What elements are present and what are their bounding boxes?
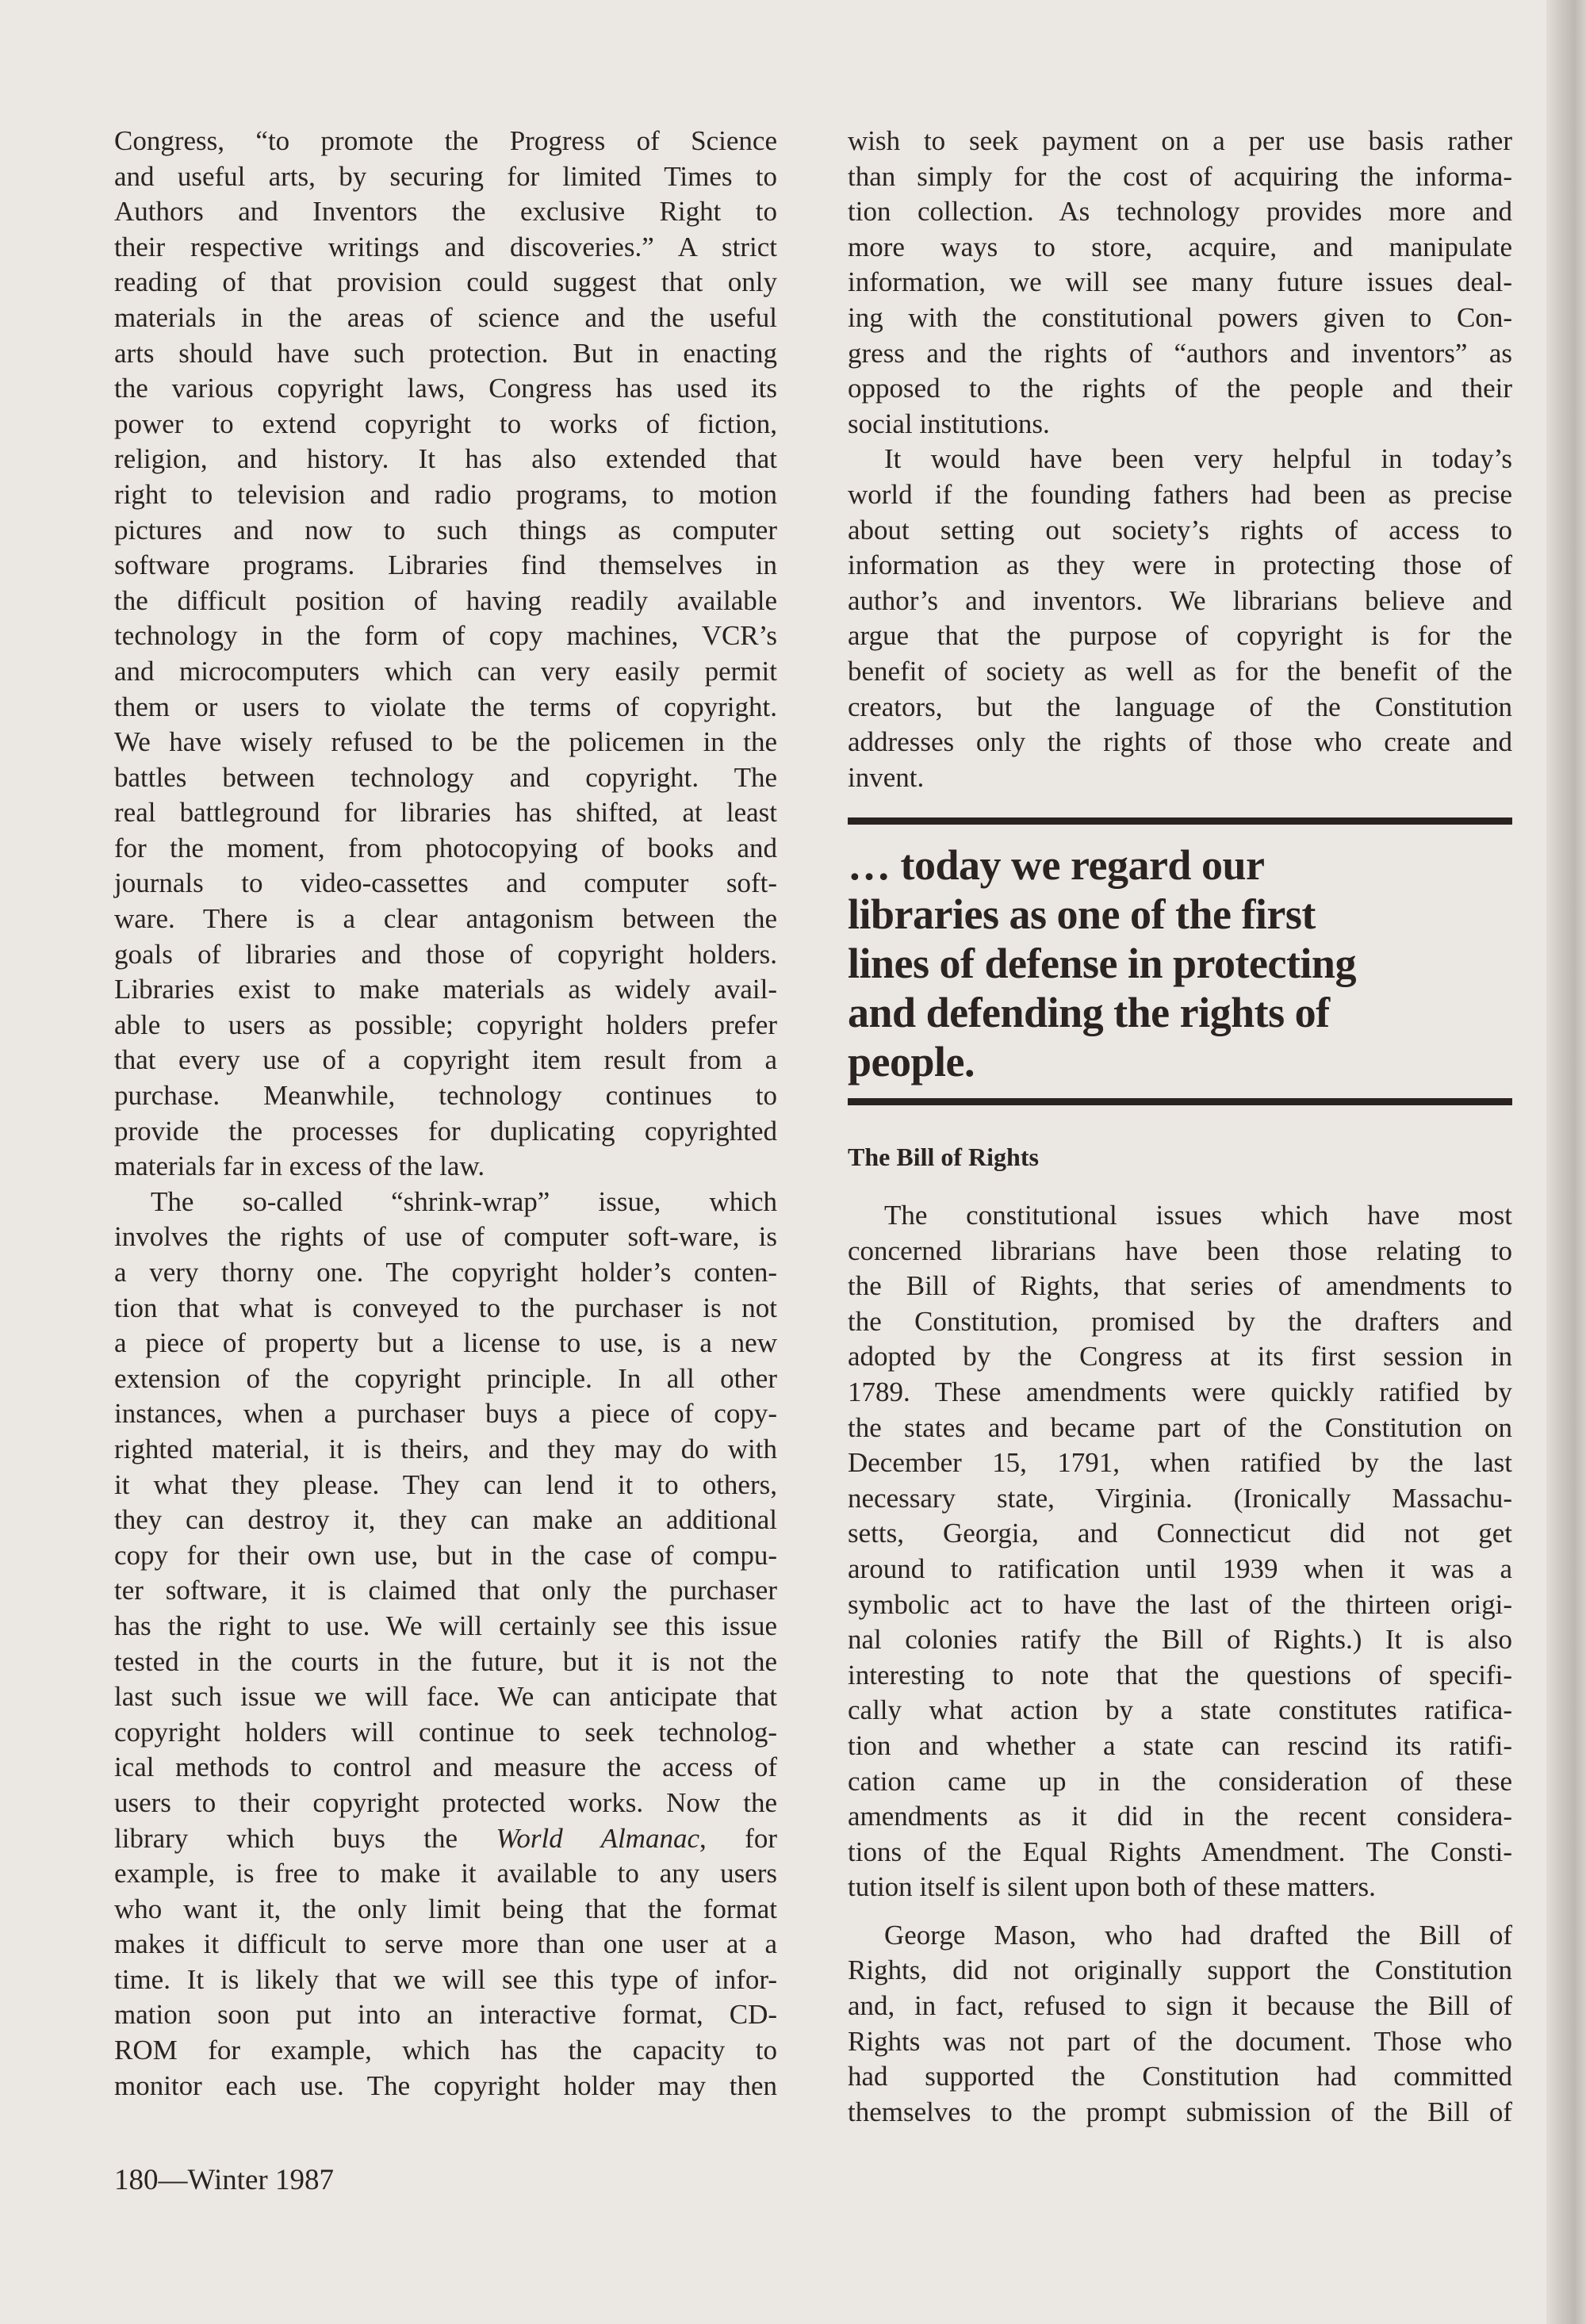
text-line: pictures and now to such things as computer: [114, 514, 777, 546]
pull-quote-line: and defending the rights of: [848, 989, 1330, 1036]
pull-quote-line: people.: [848, 1038, 975, 1085]
text-line: symbolic act to have the last of the thirteen origi-: [848, 1588, 1512, 1620]
text-line: they can destroy it, they can make an additional: [114, 1504, 777, 1536]
text-line: tested in the courts in the future, but it is not the: [114, 1645, 777, 1677]
text-line: tion and whether a state can rescind its ratifi-: [848, 1729, 1512, 1761]
text-line: mation soon put into an interactive format, CD-: [114, 1999, 777, 2031]
text-line: argue that the purpose of copyright is for the: [848, 620, 1512, 652]
text-line: setts, Georgia, and Connecticut did not get: [848, 1518, 1512, 1549]
text-line: that every use of a copyright item result from a: [114, 1044, 777, 1076]
text-line: instances, when a purchaser buys a piece of copy-: [114, 1398, 777, 1430]
text-line: opposed to the rights of the people and their: [848, 373, 1512, 404]
text-line: who want it, the only limit being that the format: [114, 1893, 777, 1924]
text-line: arts should have such protection. But in enacting: [114, 337, 777, 369]
text-line: tion that what is conveyed to the purchaser is not: [114, 1292, 777, 1323]
text-segment: , for: [699, 1822, 777, 1854]
text-line: and, in fact, refused to sign it because the Bill of: [848, 1990, 1512, 2022]
pull-quote-top-rule: [848, 817, 1512, 825]
text-line: goals of libraries and those of copyright holders.: [114, 938, 777, 970]
text-line: a very thorny one. The copyright holder’s conten-: [114, 1257, 777, 1288]
text-line: Congress, “to promote the Progress of Science: [114, 125, 777, 156]
text-line: and microcomputers which can very easily permit: [114, 655, 777, 687]
text-line: has the right to use. We will certainly see this issue: [114, 1610, 777, 1641]
text-line: benefit of society as well as for the benefit of the: [848, 655, 1512, 687]
text-line: Rights, did not originally support the Constitution: [848, 1955, 1512, 1986]
text-segment: library which buys the: [114, 1822, 496, 1854]
text-line: makes it difficult to serve more than one user at a: [114, 1928, 777, 1960]
text-line: righted material, it is theirs, and they may do with: [114, 1433, 777, 1464]
text-line: copyright holders will continue to seek technolog-: [114, 1716, 777, 1748]
text-line: had supported the Constitution had committed: [848, 2061, 1512, 2092]
text-line: necessary state, Virginia. (Ironically Massachu-: [848, 1482, 1512, 1514]
text-line: users to their copyright protected works. Now the: [114, 1786, 777, 1818]
text-line: information as they were in protecting those of: [848, 549, 1512, 581]
text-line: a piece of property but a license to use, is a new: [114, 1327, 777, 1359]
text-line: provide the processes for duplicating copyrighted: [114, 1115, 777, 1147]
text-line: addresses only the rights of those who create and: [848, 726, 1512, 758]
text-line: time. It is likely that we will see this type of infor-: [114, 1963, 777, 1995]
italic-title: World Almanac: [496, 1822, 699, 1854]
text-line: tion collection. As technology provides more and: [848, 196, 1512, 228]
text-line: cation came up in the consideration of these: [848, 1765, 1512, 1797]
text-line: purchase. Meanwhile, technology continues to: [114, 1080, 777, 1112]
text-line: religion, and history. It has also extended that: [114, 443, 777, 475]
text-line: example, is free to make it available to any users: [114, 1858, 777, 1889]
text-line: power to extend copyright to works of fiction,: [114, 408, 777, 439]
text-line: and useful arts, by securing for limited Times to: [114, 160, 777, 192]
page-footer: 180—Winter 1987: [114, 2164, 334, 2196]
left-column: [114, 124, 777, 2104]
text-line: The constitutional issues which have most: [884, 1200, 1512, 1231]
text-line: nal colonies ratify the Bill of Rights.) It is also: [848, 1624, 1512, 1656]
text-line: ROM for example, which has the capacity to: [114, 2035, 777, 2066]
text-line: adopted by the Congress at its first session in: [848, 1341, 1512, 1373]
text-line: the various copyright laws, Congress has used its: [114, 373, 777, 404]
pull-quote: [848, 840, 1512, 1086]
right-column-top: [848, 124, 1512, 795]
pull-quote-line: libraries as one of the first: [848, 890, 1316, 938]
text-line: tution itself is silent upon both of these matters.: [848, 1871, 1376, 1903]
text-line: it what they please. They can lend it to others,: [114, 1468, 777, 1500]
text-line: It would have been very helpful in today’s: [884, 443, 1512, 475]
text-line: Rights was not part of the document. Those who: [848, 2025, 1512, 2057]
text-line: the difficult position of having readily available: [114, 584, 777, 616]
text-line: more ways to store, acquire, and manipulate: [848, 231, 1512, 262]
text-line: reading of that provision could suggest that only: [114, 266, 777, 298]
text-line: able to users as possible; copyright holders prefer: [114, 1009, 777, 1040]
text-line: copy for their own use, but in the case of compu-: [114, 1539, 777, 1571]
text-line: cally what action by a state constitutes ratifica-: [848, 1694, 1512, 1726]
text-line: ter software, it is claimed that only the purchaser: [114, 1575, 777, 1606]
section-heading: The Bill of Rights: [848, 1143, 1039, 1171]
text-line: social institutions.: [848, 408, 1050, 439]
text-line: We have wisely refused to be the policemen in the: [114, 726, 777, 758]
text-line: materials far in excess of the law.: [114, 1151, 485, 1182]
text-line: their respective writings and discoveries.” A strict: [114, 231, 777, 262]
text-line: wish to seek payment on a per use basis rather: [848, 125, 1512, 156]
text-line: monitor each use. The copyright holder may then: [114, 2069, 777, 2101]
text-line: author’s and inventors. We librarians believe and: [848, 584, 1512, 616]
text-line: ware. There is a clear antagonism between the: [114, 903, 777, 935]
right-column-bottom: [848, 1198, 1512, 2130]
text-line: Libraries exist to make materials as widely avail-: [114, 974, 777, 1005]
text-line: them or users to violate the terms of copyright.: [114, 691, 777, 722]
pull-quote-bottom-rule: [848, 1098, 1512, 1105]
text-line: interesting to note that the questions of specifi-: [848, 1659, 1512, 1690]
text-line: right to television and radio programs, to motion: [114, 478, 777, 510]
text-line: invent.: [848, 761, 925, 793]
text-line: ing with the constitutional powers given to Con-: [848, 301, 1512, 333]
text-line: The so-called “shrink-wrap” issue, which: [151, 1185, 777, 1217]
text-line: December 15, 1791, when ratified by the last: [848, 1447, 1512, 1479]
text-line: for the moment, from photocopying of books and: [114, 832, 777, 863]
paragraph-gap: [848, 1905, 1512, 1918]
text-line: real battleground for libraries has shifted, at least: [114, 797, 777, 829]
page-gutter-shadow: [1546, 0, 1586, 2324]
text-line: last such issue we will face. We can anticipate that: [114, 1681, 777, 1713]
text-line: amendments as it did in the recent considera-: [848, 1801, 1512, 1832]
text-line: concerned librarians have been those relating to: [848, 1235, 1512, 1266]
text-line: gress and the rights of “authors and inventors” as: [848, 337, 1512, 369]
text-line: [114, 1821, 777, 1857]
text-line: about setting out society’s rights of access to: [848, 514, 1512, 546]
text-line: George Mason, who had drafted the Bill of: [884, 1919, 1512, 1951]
text-line: extension of the copyright principle. In all other: [114, 1362, 777, 1394]
text-line: the states and became part of the Constitution on: [848, 1411, 1512, 1443]
text-line: involves the rights of use of computer soft-ware, is: [114, 1221, 777, 1253]
text-line: materials in the areas of science and the useful: [114, 301, 777, 333]
text-line: information, we will see many future issues deal-: [848, 266, 1512, 298]
text-line: around to ratification until 1939 when it was a: [848, 1553, 1512, 1584]
text-line: ical methods to control and measure the access of: [114, 1752, 777, 1783]
pull-quote-line: … today we regard our: [848, 841, 1265, 889]
text-line: than simply for the cost of acquiring the informa-: [848, 160, 1512, 192]
text-line: battles between technology and copyright. The: [114, 761, 777, 793]
text-line: Authors and Inventors the exclusive Right to: [114, 196, 777, 228]
text-line: themselves to the prompt submission of the Bill of: [848, 2096, 1512, 2127]
text-line: 1789. These amendments were quickly ratified by: [848, 1376, 1512, 1407]
text-line: technology in the form of copy machines, VCR’s: [114, 620, 777, 652]
text-line: world if the founding fathers had been as precise: [848, 478, 1512, 510]
text-line: creators, but the language of the Constitution: [848, 691, 1512, 722]
text-line: the Constitution, promised by the drafters and: [848, 1305, 1512, 1337]
text-line: journals to video-cassettes and computer soft-: [114, 867, 777, 899]
text-line: the Bill of Rights, that series of amendments to: [848, 1270, 1512, 1302]
text-line: software programs. Libraries find themselves in: [114, 549, 777, 581]
text-line: tions of the Equal Rights Amendment. The Consti-: [848, 1836, 1512, 1867]
pull-quote-line: lines of defense in protecting: [848, 940, 1356, 987]
